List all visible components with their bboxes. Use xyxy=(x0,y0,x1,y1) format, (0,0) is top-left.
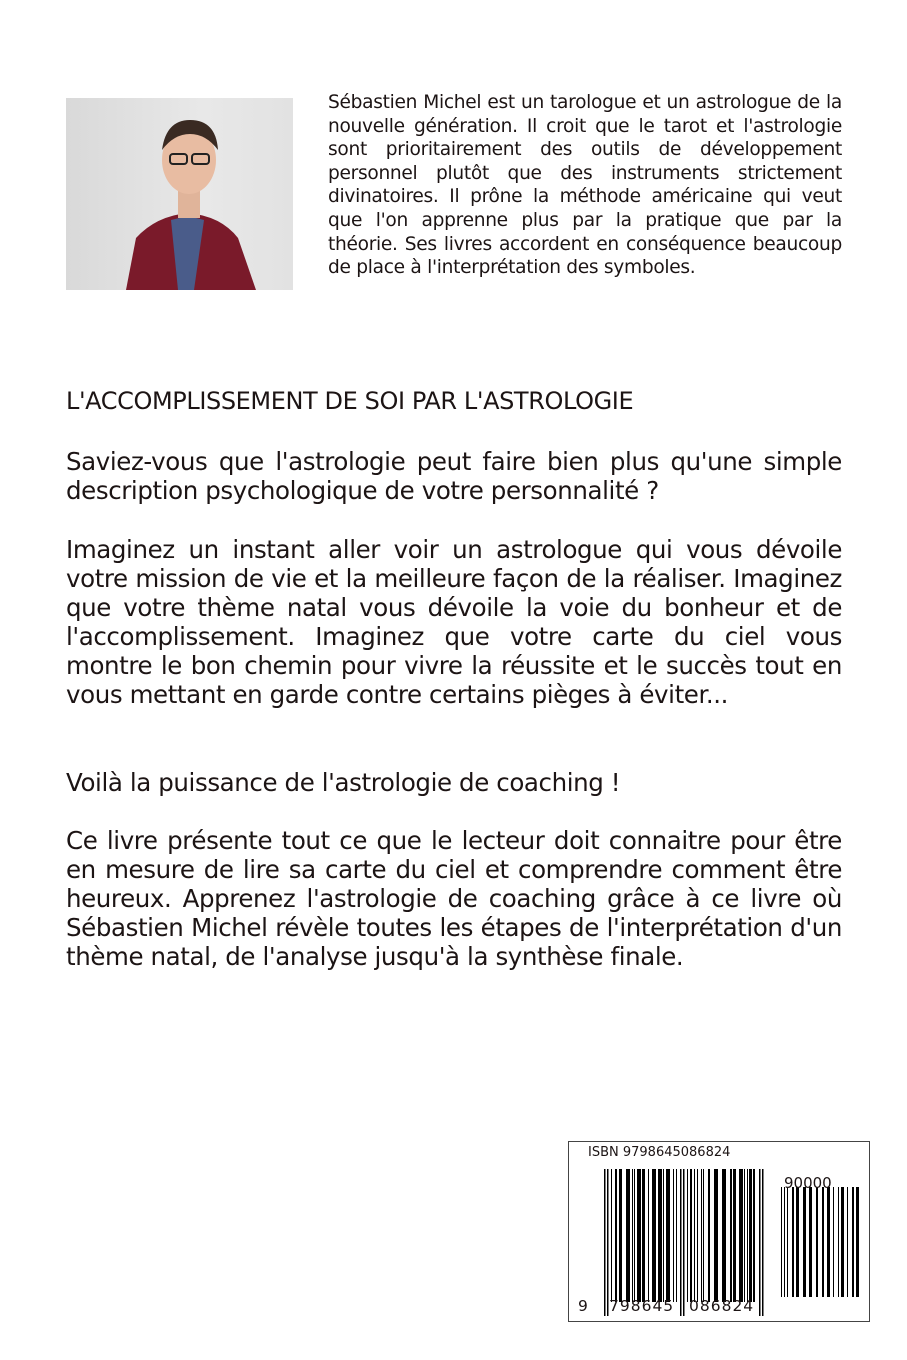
barcode-bar xyxy=(673,1169,674,1302)
barcode-bar xyxy=(733,1169,736,1302)
barcode-bar xyxy=(827,1187,830,1297)
barcode-bar xyxy=(666,1169,670,1302)
barcode-bar xyxy=(652,1169,656,1302)
barcode-bar xyxy=(847,1187,848,1297)
barcode-bar xyxy=(680,1169,682,1316)
barcode-bar xyxy=(838,1187,839,1297)
barcode-bar xyxy=(749,1169,752,1302)
barcode-bar xyxy=(739,1169,743,1302)
barcode-bar xyxy=(626,1169,630,1302)
barcode-bar xyxy=(816,1187,818,1297)
paragraph: Ce livre présente tout ce que le lecteur doit connaitre pour être en mesure de lire sa carte du ciel et comprendre comment être heureux. Apprenez l'astrologie de coaching grâce à ce livre où Sébastien Michel révèle toutes les étapes de l'interprétation d'un thème natal, de l'analyse jusqu'à la synthèse finale. xyxy=(66,826,842,971)
author-bio: Sébastien Michel est un tarologue et un astrologue de la nouvelle génération. Il croit que le tarot et l'astrologie sont prioritairement des outils de développement personnel plutôt que des instruments strictement divinatoires. Il prône la méthode américaine qui veut que l'on apprenne plus par la pratique que par la théorie. Ses livres accordent en conséquence beaucoup de place à l'interprétation des symboles. xyxy=(328,92,842,279)
barcode-bar xyxy=(676,1169,677,1302)
author-photo xyxy=(66,98,293,290)
barcode-left-digits: 798645 xyxy=(609,1297,675,1315)
paragraph: Saviez-vous que l'astrologie peut faire bien plus qu'une simple description psychologique de votre personnalité ? xyxy=(66,447,842,505)
headline: L'ACCOMPLISSEMENT DE SOI PAR L'ASTROLOGIE xyxy=(66,387,634,415)
barcode-bar xyxy=(687,1169,688,1302)
barcode-bar xyxy=(615,1169,617,1302)
barcode-bar xyxy=(792,1187,794,1297)
barcode-bar xyxy=(632,1169,633,1302)
barcode-bar xyxy=(714,1169,718,1302)
barcode-right-digits: 086824 xyxy=(689,1297,755,1315)
isbn-barcode xyxy=(568,1141,870,1322)
barcode-bar xyxy=(841,1187,844,1297)
barcode-bar xyxy=(701,1169,702,1302)
barcode-bar xyxy=(708,1169,710,1302)
barcode-bar xyxy=(803,1187,806,1297)
barcode-bar xyxy=(753,1169,755,1302)
barcode-bar xyxy=(787,1187,788,1297)
barcode-bar xyxy=(722,1169,726,1302)
barcode-bar xyxy=(781,1187,782,1297)
barcode-bar xyxy=(747,1169,748,1302)
barcode-bar xyxy=(690,1169,692,1302)
barcode-bar xyxy=(683,1169,685,1316)
barcode-bar xyxy=(703,1169,704,1302)
barcode-bar xyxy=(762,1169,764,1316)
barcode-bar xyxy=(809,1187,812,1297)
barcode-first-digit: 9 xyxy=(578,1297,589,1315)
paragraph: Imaginez un instant aller voir un astrologue qui vous dévoile votre mission de vie et la meilleure façon de la réaliser. Imaginez que votre thème natal vous dévoile la voie du bonheur et de l'accomplissement. Imaginez que votre carte du ciel vous montre le bon chemin pour vivre la réussite et le succès tout en vous mettant en garde contre certains pièges à éviter... xyxy=(66,535,842,709)
barcode-bar xyxy=(634,1169,635,1302)
price-code: 90000 xyxy=(784,1174,832,1192)
paragraph: Voilà la puissance de l'astrologie de coaching ! xyxy=(66,768,621,797)
barcode-bar xyxy=(642,1169,645,1302)
barcode-bar xyxy=(852,1187,854,1297)
barcode-bars xyxy=(569,1142,869,1321)
barcode-bar xyxy=(607,1169,609,1316)
barcode-bar xyxy=(730,1169,732,1302)
barcode-bar xyxy=(648,1169,649,1302)
barcode-bar xyxy=(796,1187,799,1297)
barcode-bar xyxy=(833,1187,834,1297)
barcode-bar xyxy=(604,1169,606,1316)
barcode-bar xyxy=(744,1169,745,1302)
isbn-label: ISBN 9798645086824 xyxy=(588,1145,731,1160)
barcode-bar xyxy=(759,1169,761,1316)
barcode-bar xyxy=(822,1187,824,1297)
barcode-bar xyxy=(663,1169,664,1302)
barcode-bar xyxy=(637,1169,641,1302)
barcode-bar xyxy=(619,1169,622,1302)
barcode-bar xyxy=(694,1169,695,1302)
barcode-bar xyxy=(856,1187,859,1297)
barcode-bar xyxy=(784,1187,785,1297)
barcode-bar xyxy=(611,1169,612,1302)
barcode-bar xyxy=(658,1169,662,1302)
barcode-bar xyxy=(697,1169,698,1302)
